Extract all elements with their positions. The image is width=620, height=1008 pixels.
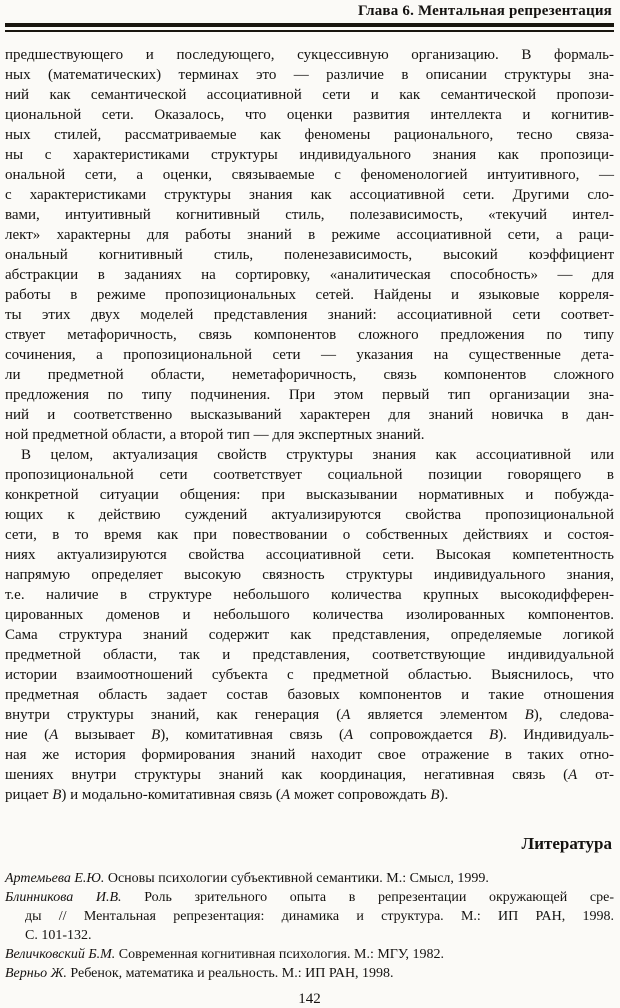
- text-run: лект» характерны для работы знаний в режиме ассоциативной сети, а раци-: [5, 227, 614, 243]
- text-line: [5, 545, 614, 565]
- text-line: [5, 565, 614, 585]
- text-run: ли предметной области, неметафоричность, связь компонентов сложного: [5, 367, 614, 383]
- text-line: [5, 785, 614, 805]
- text-run: ональной сети, а оценки, связываемые с феноменологией интуитивного, —: [5, 167, 614, 183]
- paragraph: [5, 45, 614, 445]
- text-run: ), комитативная связь (: [160, 727, 345, 743]
- text-line: [5, 185, 614, 205]
- italic-run: В: [52, 787, 62, 803]
- italic-run: Блинникова И.В.: [5, 890, 122, 905]
- text-line: [5, 85, 614, 105]
- italic-run: Артемьева Е.Ю.: [5, 871, 105, 886]
- text-line: [5, 505, 614, 525]
- text-run: В целом, актуализация свойств структуры знания как ассоциативной или: [21, 447, 614, 463]
- text-run: предшествующего и последующего, сукцессивную организацию. В формаль-: [5, 47, 614, 63]
- italic-run: Величковский Б.М.: [5, 947, 116, 962]
- text-line: [5, 907, 614, 926]
- italic-run: А: [344, 727, 354, 743]
- italic-run: В: [488, 727, 499, 743]
- text-run: абстракции в заданиях на сортировку, «аналитическая способность» — для: [5, 267, 614, 283]
- italic-run: А: [568, 767, 578, 783]
- reference-item: [5, 964, 614, 983]
- text-run: шениях внутри структуры знаний как координация, негативная связь (: [5, 767, 569, 783]
- text-run: ниях актуализируются свойства ассоциативной сети. Высокая компетентность: [5, 547, 614, 563]
- text-run: пропозициональной сети соответствует социальной позиции говорящего в: [5, 467, 614, 483]
- text-run: циональной сети. Оказалось, что оценки развития интеллекта и когнитив-: [5, 107, 614, 123]
- text-line: [5, 305, 614, 325]
- text-line: [5, 265, 614, 285]
- text-run: от-: [577, 767, 614, 783]
- text-run: является элементом: [350, 707, 525, 723]
- text-run: ны с характеристиками структуры индивидуального знания как пропозици-: [5, 147, 614, 163]
- italic-run: В: [430, 787, 440, 803]
- text-run: сочинения, а пропозициональной сети — указания на существенные дета-: [5, 347, 614, 363]
- text-run: ных (математических) терминах это — различие в описании структуры зна-: [5, 67, 614, 83]
- text-run: ).: [439, 787, 449, 803]
- text-line: [5, 964, 614, 983]
- text-line: [5, 605, 614, 625]
- text-run: ствует метафоричность, связь компонентов сложного предложения по типу: [5, 327, 614, 343]
- text-line: [5, 525, 614, 545]
- text-line: [5, 405, 614, 425]
- text-line: [5, 725, 614, 745]
- text-run: ние (: [5, 727, 50, 743]
- header-rule-thin: [5, 30, 614, 32]
- text-run: внутри структуры знаний, как генерация (: [5, 707, 342, 723]
- reference-item: [5, 869, 614, 888]
- text-line: [5, 125, 614, 145]
- text-run: Роль зрительного опыта в репрезентации окружающей сре-: [121, 890, 614, 905]
- text-run: Основы психологии субъективной семантики. М.: Смысл, 1999.: [104, 871, 489, 886]
- text-run: конкретной ситуации общения: при высказывании нормативных и побужда-: [5, 487, 614, 503]
- text-line: [5, 926, 614, 945]
- text-line: [5, 625, 614, 645]
- page-number: 142: [298, 991, 321, 1007]
- text-run: ных стилей, рассматриваемые как феномены рационального, тесно связа-: [5, 127, 614, 143]
- text-line: [5, 705, 614, 725]
- text-line: [5, 65, 614, 85]
- text-line: [5, 285, 614, 305]
- text-run: ты этих двух моделей представления знаний: ассоциативной сети соответ-: [5, 307, 614, 323]
- text-run: с характеристиками структуры знания как ассоциативной сети. Другими сло-: [5, 187, 614, 203]
- text-line: [5, 685, 614, 705]
- text-line: [5, 225, 614, 245]
- text-run: рицает: [5, 787, 53, 803]
- text-line: [5, 765, 614, 785]
- italic-run: А: [280, 787, 291, 803]
- text-run: вызывает: [58, 727, 152, 743]
- text-run: т.е. наличие в структуре небольшого количества крупных высокодифферен-: [5, 587, 614, 603]
- text-line: [5, 105, 614, 125]
- text-run: ний и соответственно высказываний характерен для знаний новичка в дан-: [5, 407, 614, 423]
- text-run: ональный когнитивный стиль, поленезависимость, высокий коэффициент: [5, 247, 614, 263]
- text-line: [5, 45, 614, 65]
- text-line: [5, 869, 614, 888]
- text-run: сети, в то время как при повествовании о собственных действиях и состоя-: [5, 527, 614, 543]
- text-run: ная же история формирования знаний находит свое отражение в таких отно-: [5, 747, 614, 763]
- italic-run: Верньо Ж.: [5, 966, 67, 981]
- text-run: Современная когнитивная психология. М.: МГУ, 1982.: [115, 947, 445, 962]
- text-run: предложения по типу подчинения. При этом первый тип организации зна-: [5, 387, 614, 403]
- text-line: [5, 245, 614, 265]
- italic-run: В: [524, 707, 534, 723]
- text-run: Ребенок, математика и реальность. М.: ИП РАН, 1998.: [66, 966, 394, 981]
- italic-run: А: [49, 727, 59, 743]
- text-run: работы в режиме пропозициональных сетей. Найдены и языковые корреля-: [5, 287, 614, 303]
- text-run: Сама структура знаний содержит как представления, определяемые логикой: [5, 627, 614, 643]
- text-run: сопровождается: [353, 727, 489, 743]
- reference-list: [5, 869, 614, 983]
- text-line: [5, 585, 614, 605]
- italic-run: А: [341, 707, 351, 723]
- text-line: [5, 165, 614, 185]
- text-line: [5, 485, 614, 505]
- text-line: [5, 945, 614, 964]
- text-run: С. 101-132.: [25, 928, 92, 943]
- text-run: ). Индивидуаль-: [498, 727, 614, 743]
- chapter-header: Глава 6. Ментальная репрезентация: [358, 3, 612, 19]
- text-run: ющих к действию суждений актуализируются свойства пропозициональной: [5, 507, 614, 523]
- text-run: ний как семантической ассоциативной сети и как семантической пропози-: [5, 87, 614, 103]
- text-line: [5, 645, 614, 665]
- text-run: ды // Ментальная репрезентация: динамика и структура. М.: ИП РАН, 1998.: [25, 909, 614, 924]
- reference-item: [5, 888, 614, 945]
- text-run: ) и модально-комитативная связь (: [61, 787, 281, 803]
- text-line: [5, 145, 614, 165]
- text-line: [5, 365, 614, 385]
- text-line: [5, 205, 614, 225]
- text-run: вами, интуитивный когнитивный стиль, полезависимость, «текучий интел-: [5, 207, 614, 223]
- literature-heading: Литература: [521, 834, 612, 853]
- text-line: [5, 745, 614, 765]
- text-line: [5, 325, 614, 345]
- text-line: [5, 465, 614, 485]
- text-run: предметная область задает состав базовых компонентов и такие отношения: [5, 687, 614, 703]
- reference-item: [5, 945, 614, 964]
- text-run: истории взаимоотношений субъекта с предметной областью. Выяснилось, что: [5, 667, 614, 683]
- text-line: [5, 345, 614, 365]
- text-run: цированных доменов и небольшого количества изолированных компонентов.: [5, 607, 614, 623]
- body-text: [5, 45, 614, 805]
- text-line: [5, 888, 614, 907]
- text-run: может сопровождать: [290, 787, 431, 803]
- text-run: ной предметной области, а второй тип — для экспертных знаний.: [5, 427, 425, 443]
- text-run: ), следова-: [533, 707, 614, 723]
- text-run: предметной области, так и представления, соответствующие индивидуальной: [5, 647, 614, 663]
- text-line: [5, 385, 614, 405]
- text-line: [5, 425, 614, 445]
- text-line: [5, 665, 614, 685]
- text-run: напрямую определяет высокую связность структуры индивидуального знания,: [5, 567, 614, 583]
- header-rule-thick: [5, 23, 614, 27]
- italic-run: В: [151, 727, 161, 743]
- paragraph: [5, 445, 614, 805]
- text-line: [5, 445, 614, 465]
